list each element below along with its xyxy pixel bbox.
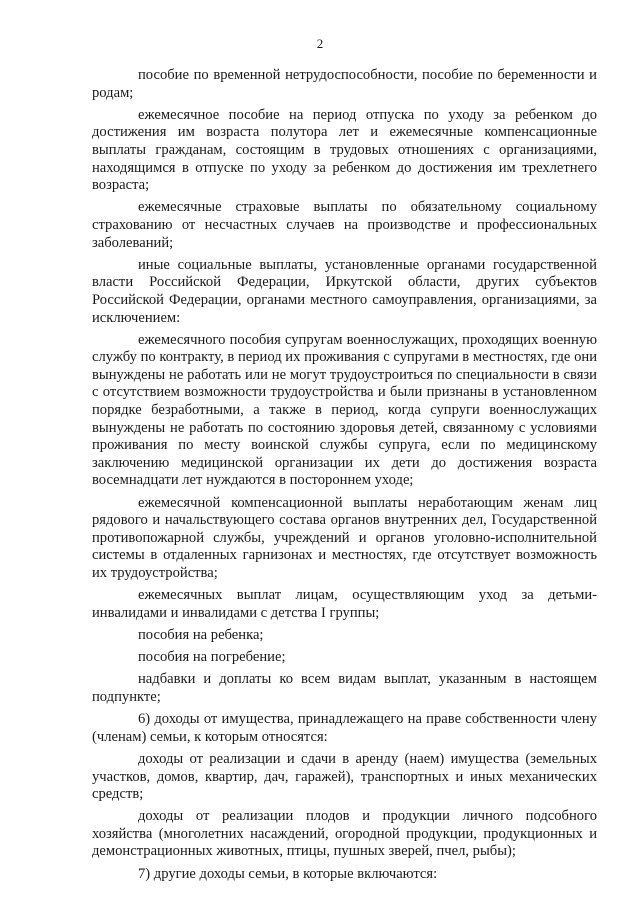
paragraph: ежемесячной компенсационной выплаты неработающим женам лиц рядового и начальствующего состава органов внутренних дел, Государственной противопожарной службы, учреждений и органов уголовно-исполнительной системы в отдаленных гарнизонах и местностях, где отсутствует возможность их трудоустройства;: [92, 494, 597, 581]
paragraph: ежемесячное пособие на период отпуска по уходу за ребенком до достижения им возраста полутора лет и ежемесячные компенсационные выплаты гражданам, состоящим в трудовых отношениях с организациями, находящимся в отпуске по уходу за ребенком до достижения им трехлетнего возраста;: [92, 106, 597, 194]
paragraph: ежемесячные страховые выплаты по обязательному социальному страхованию от несчастных случаев на производстве и профессиональных заболеваний;: [92, 199, 597, 251]
paragraph: доходы от реализации плодов и продукции личного подсобного хозяйства (многолетних насаждений, огородной продукции, продукционных и демонстрационных животных, птицы, пушных зверей, пчел, рыбы);: [92, 808, 597, 860]
paragraph: надбавки и доплаты ко всем видам выплат, указанным в настоящем подпункте;: [92, 671, 597, 705]
page-number: 2: [316, 36, 324, 51]
paragraph: иные социальные выплаты, установленные органами государственной власти Российской Федерации, Иркутской области, других субъектов Российской Федерации, органами местного самоуправления, организациями, за исключением:: [92, 256, 597, 326]
document-body: [92, 67, 597, 883]
paragraph: пособие по временной нетрудоспособности, пособие по беременности и родам;: [92, 67, 597, 101]
paragraph: ежемесячного пособия супругам военнослужащих, проходящих военную службу по контракту, в период их проживания с супругами в местностях, где они вынуждены не работать или не могут трудоустроиться по специальности в связи с отсутствием возможности трудоустройства и были признаны в установленном порядке безработными, а также в период, когда супруги военнослужащих вынуждены не работать по состоянию здоровья детей, связанному с условиями проживания по месту воинской службы супруга, если по медицинскому заключению медицинской организации их дети до достижения возраста восемнадцати лет нуждаются в постороннем уходе;: [92, 331, 597, 489]
paragraph: 7) другие доходы семьи, в которые включаются:: [138, 865, 438, 882]
paragraph: пособия на ребенка;: [138, 626, 264, 643]
paragraph: доходы от реализации и сдачи в аренду (наем) имущества (земельных участков, домов, квартир, дач, гаражей), транспортных и иных механических средств;: [92, 750, 597, 803]
paragraph: пособия на погребение;: [138, 649, 286, 666]
paragraph: 6) доходы от имущества, принадлежащего на праве собственности члену (членам) семьи, к которым относятся:: [92, 711, 597, 745]
paragraph: ежемесячных выплат лицам, осуществляющим уход за детьми-инвалидами и инвалидами с детства I группы;: [92, 587, 597, 621]
